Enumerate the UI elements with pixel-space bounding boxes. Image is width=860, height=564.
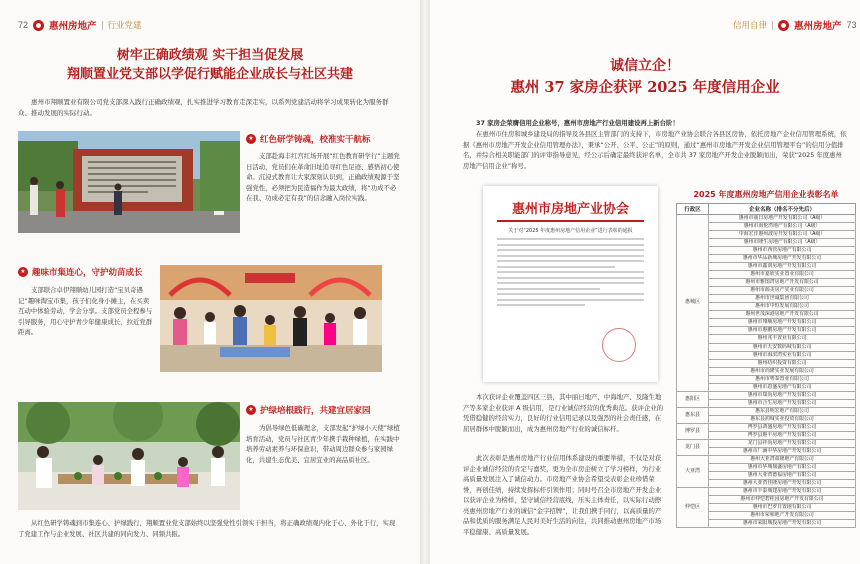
table-row (677, 407, 856, 415)
right-para4: 此次表彰是惠州房地产行业信用体系建设的重要举措，不仅是对获评企业诚信经营的肯定与嘉奖，更为全市房企树立了学习榜样，为行业高质量发展注入了诚信动力。市房地产业协会希望受表彰企业珍惜荣誉，再创佳绩，持续发挥标杆引领作用；同时号召全市房地产开发企业以获评企业为榜样，坚守诚信经营底线，压实主体责任，以实际行动擦亮惠州房地产行业的诚信“金字招牌”，让我们携手同行，以高质量的产品和优质的服务满足人民对美好生活的向往，共同推动惠州房地产市场平稳健康、高质量发展。 (463, 454, 662, 536)
section2-body: 支部联合卓伊翔顺幼儿园打造“宝贝奇遇记”趣味淘宝市集，孩子们化身小摊主，在买卖互动中体验劳动，学会分享。支部党员全程参与引导服务，用心守护青少年健康成长，拉近党群距离。 (18, 286, 153, 336)
section3-heading-text: 护绿培根践行，共建宜居家园 (260, 406, 371, 416)
company-cell: 惠州市源美房产实业有限公司 (709, 287, 856, 295)
company-cell: 惠州纺织投资有限公司 (709, 359, 856, 367)
company-cell: 惠州市海滨湾实业有限公司 (709, 351, 856, 359)
right-brand: 惠州房地产 (794, 21, 842, 32)
company-cell: 惠州世茂深港房地产开发有限公司 (709, 311, 856, 319)
table-row (677, 423, 856, 431)
district-cell: 惠城区 (677, 215, 709, 392)
left-title-line1: 树牢正确政绩观 实干担当促发展 (116, 48, 304, 63)
company-cell: 惠州市丽日房地产开发有限公司（A级） (709, 215, 856, 223)
company-cell: 惠州大亚湾盈隆地产有限公司 (709, 455, 856, 463)
company-cell: 惠州市丰泰城建房地产开发有限公司 (709, 488, 856, 496)
section3-heading (246, 404, 371, 416)
document-subject: 关于对“2025 年度惠州房地产信用企业”进行表彰的通报 (508, 227, 633, 234)
photo-red-study (18, 131, 240, 233)
company-cell: 惠州市华品新城房地产开发有限公司 (709, 255, 856, 263)
header-divider (772, 21, 773, 30)
left-title-line2: 翔顺置业党支部以学促行赋能企业成长与社区共建 (66, 67, 353, 82)
company-cell: 博罗县惠丰房地产开发有限公司 (709, 431, 856, 439)
company-cell: 惠州市海伦湾地产有限公司（A级） (709, 223, 856, 231)
company-cell: 惠州市天安数码城有限公司 (709, 343, 856, 351)
company-cell: 惠州市恩盛房地产有限公司 (709, 383, 856, 391)
flag-icon: ★ (246, 405, 256, 415)
company-cell: 惠州市荣和地产开发有限公司 (709, 512, 856, 520)
table-header-district: 行政区 (677, 204, 709, 215)
company-cell: 惠州市仲恺碧桂园房地产开发有限公司 (709, 496, 856, 504)
company-cell: 惠州市华城鼎盛房地产有限公司 (709, 463, 856, 471)
right-page-header (733, 18, 857, 32)
left-intro: 惠州市翔顺置业有限公司党支部深入践行正确政绩观，扎实推进学习教育走深走实，以系列党建活动将学习成果转化为服务群众、推动发展的实际行动。 (18, 98, 389, 117)
section1-heading-text: 红色研学铸魂，校准实干航标 (260, 135, 371, 145)
company-cell: 惠州市巴罗日置地有限公司 (709, 504, 856, 512)
company-cell: 惠东县润城实业投资有限公司 (709, 415, 856, 423)
company-cell: 惠州市瑞尚房地产开发有限公司 (709, 391, 856, 399)
right-page-number: 73 (846, 20, 857, 30)
official-seal-icon (602, 328, 636, 362)
company-cell: 惠州兆丰置业有限公司 (709, 335, 856, 343)
section3-body: 为倡导绿色低碳理念，支部发起“护绿小天使”绿植培育活动，党员与社区青少年携手栽种绿植，在实践中培养劳动素养与环保意识，带动周边群众参与家园绿化，共建生态优美、宜居宜业的高品质社区。 (246, 424, 400, 464)
notice-document-image (483, 186, 658, 382)
table-row (677, 439, 856, 447)
document-header: 惠州市房地产业协会 (511, 202, 629, 217)
header-divider (102, 21, 103, 30)
company-cell: 惠州市世诚集团有限公司 (709, 295, 856, 303)
company-cell: 惠州市隆生房地产有限公司（A级） (709, 239, 856, 247)
company-cell: 惠州市西管房地产有限公司 (709, 247, 856, 255)
document-rule (497, 220, 644, 222)
company-cell: 惠东县明宏地产有限公司 (709, 407, 856, 415)
table-row (677, 488, 856, 496)
honor-table-body (677, 215, 856, 528)
honor-table-title: 2025 年度惠州房地产信用企业表彰名单 (693, 190, 839, 199)
company-cell: 博罗县鸿盛房地产开发有限公司 (709, 423, 856, 431)
section2-heading (18, 266, 143, 278)
company-cell: 惠州市厂溪中华房地产开发有限公司 (709, 447, 856, 455)
company-cell: 中海宏洋惠州波房开发有限公司（A级） (709, 231, 856, 239)
company-cell: 惠州市中恒发展有限公司 (709, 303, 856, 311)
right-title-line1: 诚信立企！ (610, 58, 680, 74)
table-row (677, 391, 856, 399)
left-section-name: 行业党建 (107, 21, 142, 31)
table-header-company: 企业名称（排名不分先后） (709, 204, 856, 215)
left-outro: 从红色研学铸魂到市集连心、护绿践行，翔顺置业党支部始终以坚强党性引领实干担当，将正确政绩观内化于心、外化于行，实现了党建工作与企业发展、社区共建的同向发力、同频共振。 (18, 519, 396, 538)
right-para2: 在惠州市住房和城乡建设局的指导及各县区主管部门的支持下，市房地产业协会联合各县区房协，依托房地产企业信用管理系统，依据《惠州市房地产开发企业信用管理办法》，秉承“公开、公平、公正”的原则，通过“惠州市房地产开发企业信用管理平台”的信用分值排名，并综合相关职能部门的评审指导意见，经公示后确定最终获评名单，全市共 37 家房地产开发企业脱颖而出，荣获“2025 年度惠州房地产信用企业”称号。 (463, 130, 847, 170)
document-text-lines (497, 238, 644, 306)
table-row (677, 215, 856, 223)
honor-table (676, 203, 856, 528)
photo-kids-market (160, 265, 382, 372)
company-cell: 惠州市尚隆实业发展有限公司 (709, 367, 856, 375)
company-cell: 惠州市粤泰置业有限公司 (709, 375, 856, 383)
photo-green-planting (18, 402, 240, 510)
left-brand: 惠州房地产 (49, 21, 97, 32)
district-cell: 惠阳区 (677, 391, 709, 407)
right-para1: 37 家房企荣膺信用企业称号，惠州市房地产行业信用建设再上新台阶！ (476, 119, 679, 127)
company-cell: 惠州大亚湾佳隆房地产开发有限公司 (709, 480, 856, 488)
brand-logo-icon (778, 20, 789, 31)
company-cell: 龙门县祥尚房地产开发有限公司 (709, 439, 856, 447)
district-cell: 仲恺区 (677, 488, 709, 528)
district-cell: 大亚湾 (677, 455, 709, 487)
company-cell: 惠州市雅图湾房地产开发有限公司 (709, 279, 856, 287)
flag-icon: ★ (246, 134, 256, 144)
right-title-line2: 惠州 37 家房企获评 2025 年度信用企业 (510, 79, 780, 96)
company-cell: 惠州市惠鹏房地产开发有限公司 (709, 327, 856, 335)
company-cell: 惠州市嘉欣实业置业有限公司 (709, 271, 856, 279)
section1-heading (246, 133, 371, 145)
district-cell: 博罗县 (677, 423, 709, 439)
company-cell: 惠州市鑫润房地产开发有限公司 (709, 263, 856, 271)
company-cell: 惠州市荣阳城投房地产开发有限公司 (709, 520, 856, 528)
page-gutter (420, 0, 430, 564)
company-cell: 惠州市合生房地产开发有限公司 (709, 399, 856, 407)
flag-icon: ★ (18, 267, 28, 277)
brand-logo-icon (33, 20, 44, 31)
section2-heading-text: 趣味市集连心，守护幼苗成长 (32, 268, 143, 278)
district-cell: 龙门县 (677, 439, 709, 455)
district-cell: 惠东县 (677, 407, 709, 423)
table-row (677, 455, 856, 463)
section1-body: 支部赴海丰红宫红场开展“红色教育研学行”主题党日活动，党员们在革命旧址追寻红色足迹、感悟初心使命。沉浸式教育让大家深刻认识到，正确政绩观源于坚强党性，必须把为民造福作为最大政绩，将“功成不必在我、功成必定有我”的信念融入岗位实践。 (246, 152, 400, 202)
company-cell: 惠州大亚湾德福房地产有限公司 (709, 472, 856, 480)
right-section-name: 信用自律 (733, 21, 768, 31)
left-page-number: 72 (18, 20, 29, 30)
company-cell: 惠州市翔顺房地产开发有限公司 (709, 319, 856, 327)
left-page-header (18, 18, 142, 32)
right-para3: 本次获评企业覆盖四区三县，其中丽日地产、中海地产、及隆生地产等多家企业获评 A 级信用，是行业诚信经营的优秀典范。获评企业的凭借稳健的经营实力，良好的行业信用记录以及强烈的社会责任感，在屈居群体中脱颖而出，成为惠州房地产行业的诚信标杆。 (463, 393, 664, 433)
